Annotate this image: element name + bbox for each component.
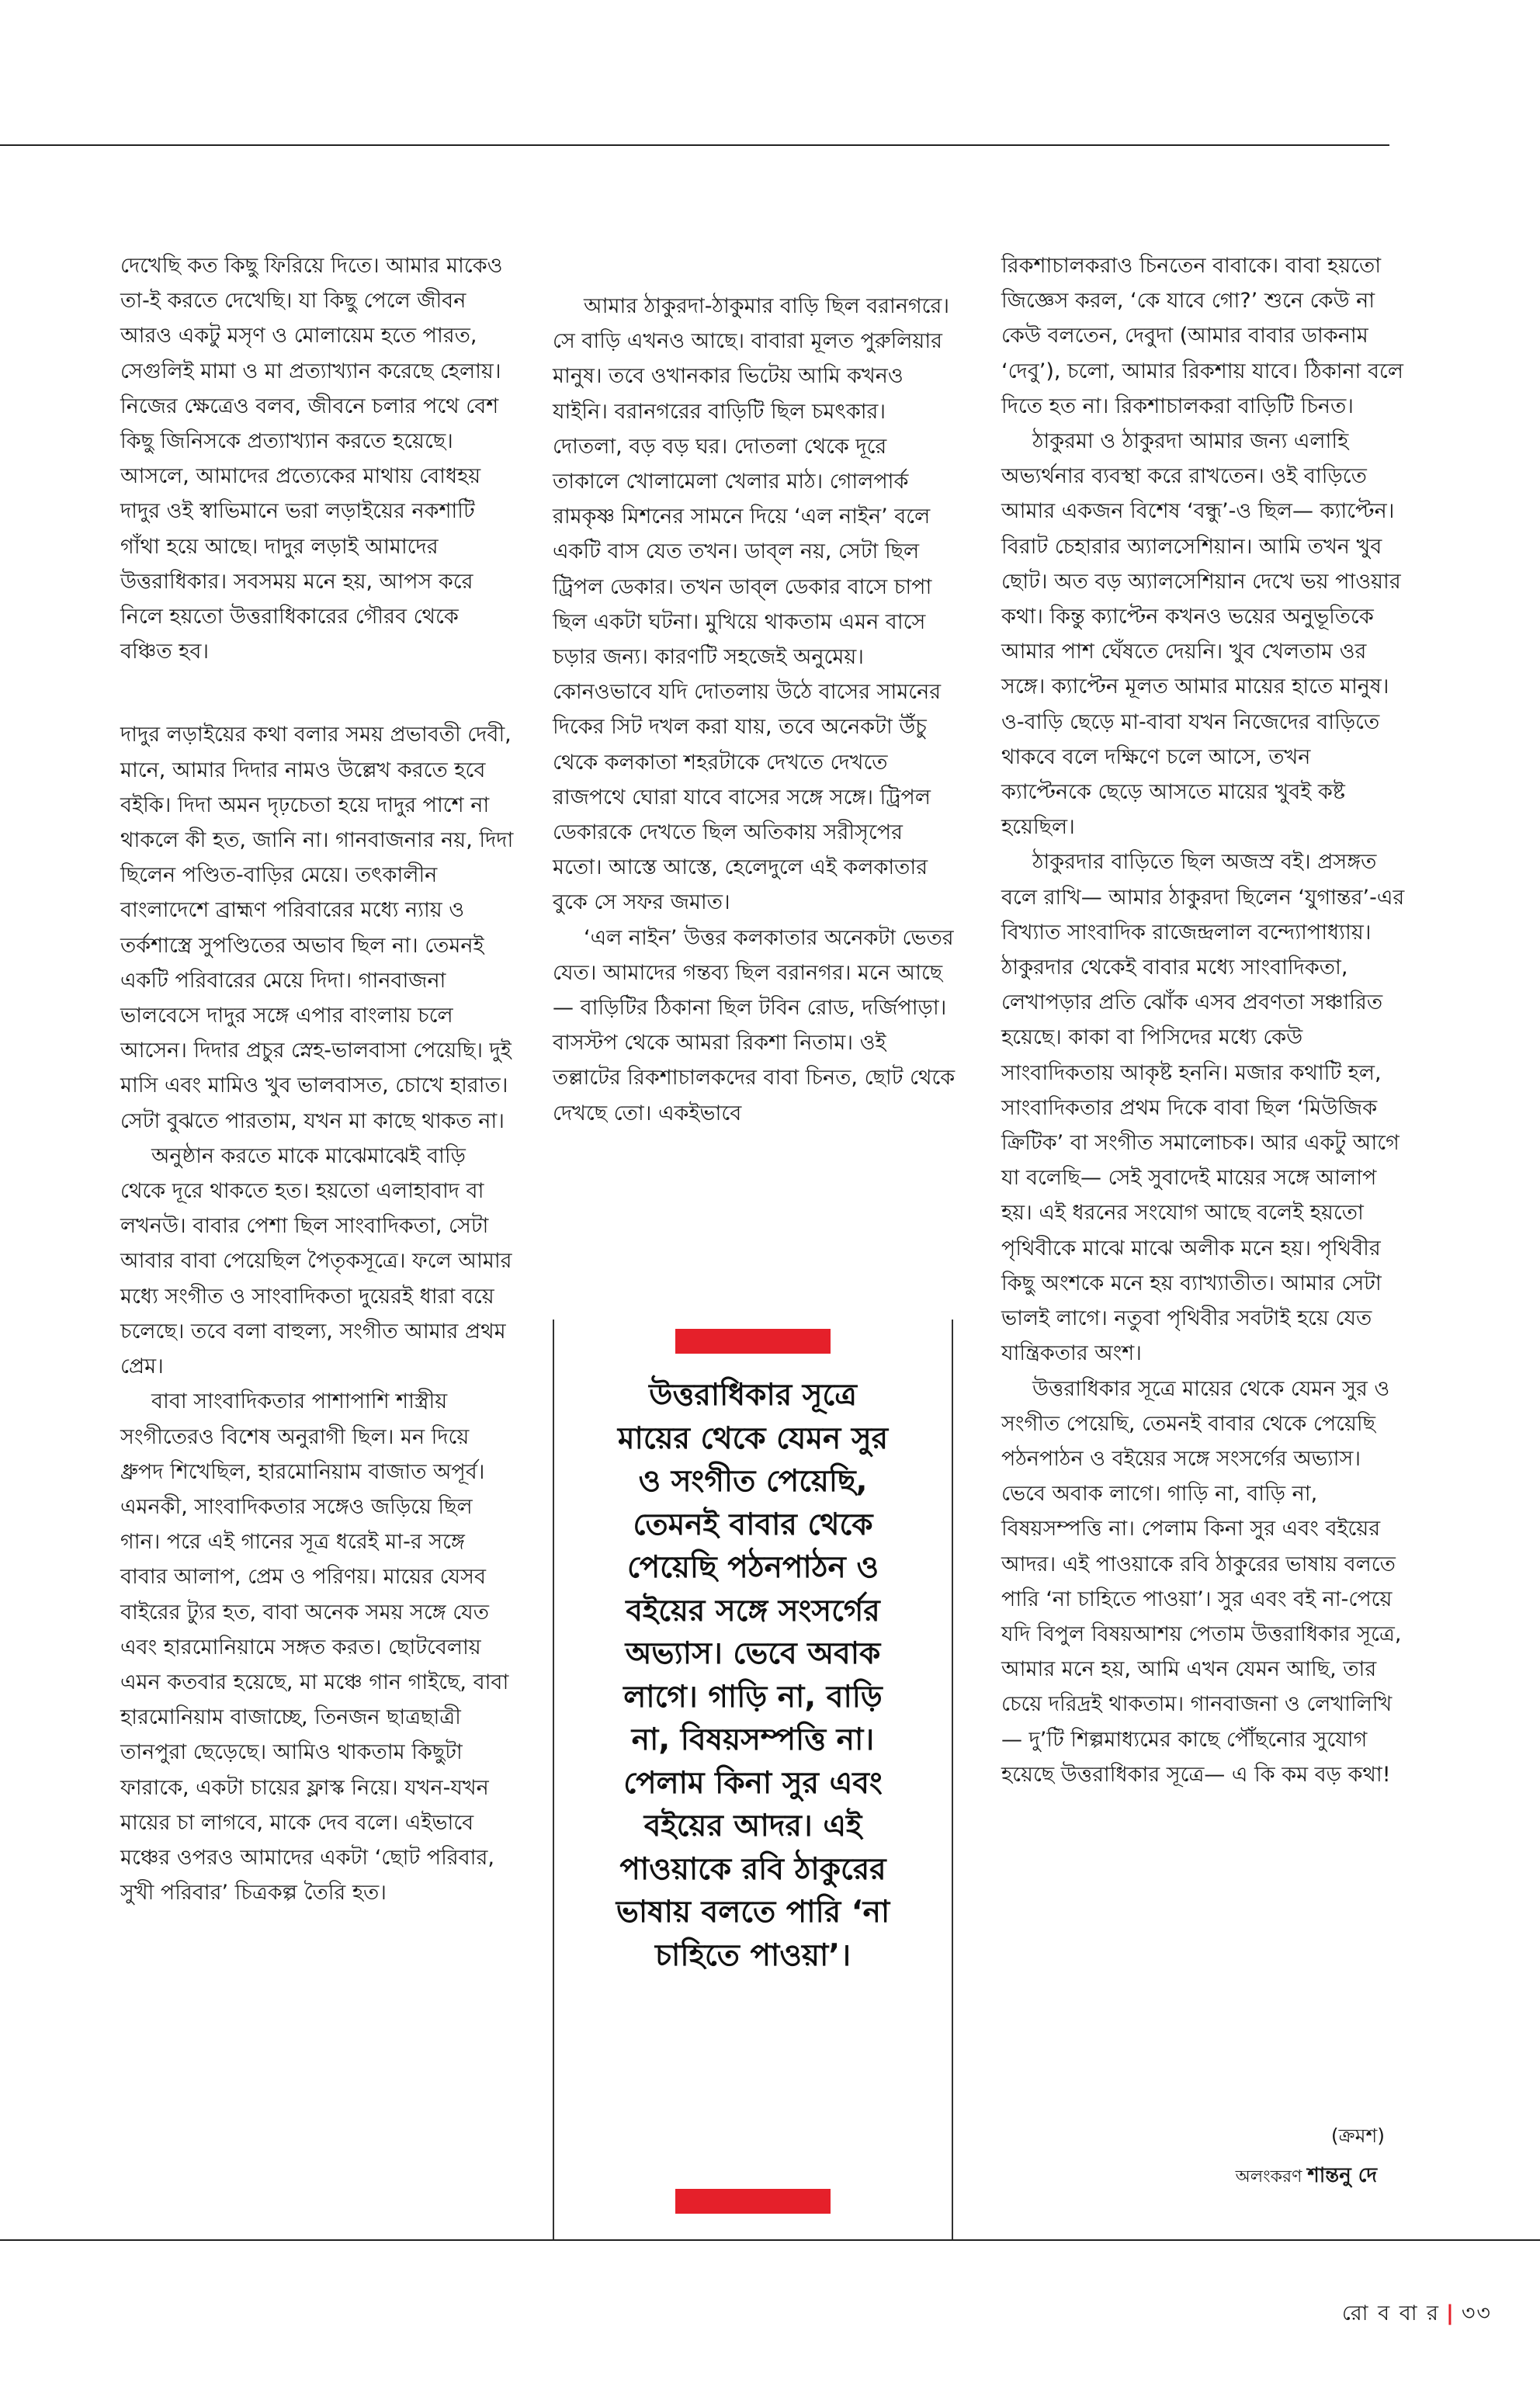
paragraph: উত্তরাধিকার সূত্রে মায়ের থেকে যেমন সুর ও সংগীত পেয়েছি, তেমনই বাবার থেকে পেয়েছি পঠনপাঠন ও বইয়ের সঙ্গে সংসর্গের অভ্যাস। ভেবে অবাক লাগে। গাড়ি না, বাড়ি না, বিষয়সম্পত্তি না। পেলাম কিনা সুর এবং বইয়ের আদর। এই পাওয়াকে রবি ঠাকুরের ভাষায় বলতে পারি ‘না চাহিতে পাওয়া’। সুর এবং বই না-পেয়ে যদি বিপুল বিষয়আশয় পেতাম উত্তরাধিকার সূত্রে, আমার মনে হয়, আমি এখন যেমন আছি, তার চেয়ে দরিদ্রই থাকতাম। গানবাজনা ও লেখালিখি— দু’টি শিল্পমাধ্যমের কাছে পৌঁছনোর সুযোগ হয়েছে উত্তরাধিকার সূত্রে— এ কি কম বড় কথা! xyxy=(1001,1376,1402,1787)
credit-name: শান্তনু দে xyxy=(1307,2164,1377,2187)
paragraph: ঠাকুরমা ও ঠাকুরদা আমার জন্য এলাহি অভ্যর্থনার ব্যবস্থা করে রাখতেন। ওই বাড়িতে আমার একজন বিশেষ ‘বন্ধু’-ও ছিল— ক্যাপ্টেন। বিরাট চেহারার অ্যালসেশিয়ান। আমি তখন খুব ছোট। অত বড় অ্যালসেশিয়ান দেখে ভয় পাওয়ার কথা। কিন্তু ক্যাপ্টেন কখনও ভয়ের অনুভূতিকে আমার পাশ ঘেঁষতে দেয়নি। খুব খেলতাম ওর সঙ্গে। ক্যাপ্টেন মূলত আমার মায়ের হাতে মানুষ। ও-বাড়ি ছেড়ে মা-বাবা যখন নিজেদের বাড়িতে থাকবে বলে দক্ষিণে চলে আসে, তখন ক্যাপ্টেনকে ছেড়ে আসতে মায়ের খুবই কষ্ট হয়েছিল। xyxy=(1001,429,1401,840)
paragraph: দেখেছি কত কিছু ফিরিয়ে দিতে। আমার মাকেও তা-ই করতে দেখেছি। যা কিছু পেলে জীবন আরও একটু মসৃণ ও মোলায়েম হতে পারত, সেগুলিই মামা ও মা প্রত্যাখ্যান করেছে হেলায়। নিজের ক্ষেত্রেও বলব, জীবনে চলার পথে বেশ কিছু জিনিসকে প্রত্যাখ্যান করতে হয়েছে। আসলে, আমাদের প্রত্যেকের মাথায় বোধহয় দাদুর ওই স্বাভিমানে ভরা লড়াইয়ের নকশাটি গাঁথা হয়ে আছে। দাদুর লড়াই আমাদের উত্তরাধিকার। সবসময় মনে হয়, আপস করে নিলে হয়তো উত্তরাধিকারের গৌরব থেকে বঞ্চিত হব। xyxy=(120,254,503,664)
page-number: ৩৩ xyxy=(1461,2301,1492,2325)
folio-separator: | xyxy=(1446,2301,1455,2325)
paragraph: ঠাকুরদার বাড়িতে ছিল অজস্র বই। প্রসঙ্গত বলে রাখি— আমার ঠাকুরদা ছিলেন ‘যুগান্তর’-এর বিখ্যাত সাংবাদিক রাজেন্দ্রলাল বন্দ্যোপাধ্যায়। ঠাকুরদার থেকেই বাবার মধ্যে সাংবাদিকতা, লেখাপড়ার প্রতি ঝোঁক এসব প্রবণতা সঞ্চারিত হয়েছে। কাকা বা পিসিদের মধ্যে কেউ সাংবাদিকতায় আকৃষ্ট হননি। মজার কথাটি হল, সাংবাদিকতার প্রথম দিকে বাবা ছিল ‘মিউজিক ক্রিটিক’ বা সংগীত সমালোচক। আর একটু আগে যা বলেছি— সেই সুবাদেই মায়ের সঙ্গে আলাপ হয়। এই ধরনের সংযোগ আছে বলেই হয়তো পৃথিবীকে মাঝে মাঝে অলীক মনে হয়। পৃথিবীর কিছু অংশকে মনে হয় ব্যাখ্যাতীত। আমার সেটা ভালই লাগে। নতুবা পৃথিবীর সবটাই হয়ে যেত যান্ত্রিকতার অংশ। xyxy=(1001,850,1405,1366)
credit-label: অলংকরণ xyxy=(1235,2167,1302,2187)
article-column-3 xyxy=(1001,248,1405,1792)
pullquote-right-rule xyxy=(952,1320,953,2239)
paragraph: ‘এল নাইন’ উত্তর কলকাতার অনেকটা ভেতর যেত। আমাদের গন্তব্য ছিল বরানগর। মনে আছে— বাড়িটির ঠিকানা ছিল টবিন রোড, দর্জিপাড়া। বাসস্টপ থেকে আমরা রিকশা নিতাম। ওই তল্লাটের রিকশাচালকদের বাবা চিনত, ছোট থেকে দেখছে তো। একইভাবে xyxy=(553,925,956,1125)
pullquote-bottom-bar xyxy=(675,2189,831,2214)
pullquote-top-bar xyxy=(675,1329,831,1354)
top-rule xyxy=(0,144,1389,146)
bottom-rule xyxy=(0,2239,1540,2241)
illustration-credit xyxy=(1236,2159,1377,2194)
paragraph: রিকশাচালকরাও চিনতেন বাবাকে। বাবা হয়তো জিজ্ঞেস করল, ‘কে যাবে গো?’ শুনে কেউ না কেউ বলতেন, দেবুদা (আমার বাবার ডাকনাম ‘দেবু’), চলো, আমার রিকশায় যাবে। ঠিকানা বলে দিতে হত না। রিকশাচালকরা বাড়িটি চিনত। xyxy=(1001,254,1403,418)
magazine-name: রো ব বা র xyxy=(1341,2301,1440,2325)
pullquote-left-rule xyxy=(553,1320,554,2239)
paragraph: দাদুর লড়াইয়ের কথা বলার সময় প্রভাবতী দেবী, মানে, আমার দিদার নামও উল্লেখ করতে হবে বইকি। দিদা অমন দৃঢ়চেতা হয়ে দাদুর পাশে না থাকলে কী হত, জানি না। গানবাজনার নয়, দিদা ছিলেন পণ্ডিত-বাড়ির মেয়ে। তৎকালীন বাংলাদেশে ব্রাহ্মণ পরিবারের মধ্যে ন্যায় ও তর্কশাস্ত্রে সুপণ্ডিতের অভাব ছিল না। তেমনই একটি পরিবারের মেয়ে দিদা। গানবাজনা ভালবেসে দাদুর সঙ্গে এপার বাংলায় চলে আসেন। দিদার প্রচুর স্নেহ-ভালবাসা পেয়েছি। দুই মাসি এবং মামিও খুব ভালবাসত, চোখে হারাত। সেটা বুঝতে পারতাম, যখন মা কাছে থাকত না। xyxy=(120,723,514,1133)
article-column-1 xyxy=(120,248,516,1910)
paragraph: বাবা সাংবাদিকতার পাশাপাশি শাস্ত্রীয় সংগীতেরও বিশেষ অনুরাগী ছিল। মন দিয়ে ধ্রুপদ শিখেছিল, হারমোনিয়াম বাজাত অপূর্ব। এমনকী, সাংবাদিকতার সঙ্গেও জড়িয়ে ছিল গান। পরে এই গানের সূত্র ধরেই মা-র সঙ্গে বাবার আলাপ, প্রেম ও পরিণয়। মায়ের যেসব বাইরের ট্যুর হত, বাবা অনেক সময় সঙ্গে যেত এবং হারমোনিয়ামে সঙ্গত করত। ছোটবেলায় এমন কতবার হয়েছে, মা মঞ্চে গান গাইছে, বাবা হারমোনিয়াম বাজাচ্ছে, তিনজন ছাত্রছাত্রী তানপুরা ছেড়েছে। আমিও থাকতাম কিছুটা ফারাকে, একটা চায়ের ফ্লাস্ক নিয়ে। যখন-যখন মায়ের চা লাগবে, মাকে দেব বলে। এইভাবে মঞ্চের ওপরও আমাদের একটা ‘ছোট পরিবার, সুখী পরিবার’ চিত্রকল্প তৈরি হত। xyxy=(120,1389,509,1906)
paragraph: আমার ঠাকুরদা-ঠাকুমার বাড়ি ছিল বরানগরে। সে বাড়ি এখনও আছে। বাবারা মূলত পুরুলিয়ার মানুষ। তবে ওখানকার ভিটেয় আমি কখনও যাইনি। বরানগরের বাড়িটি ছিল চমৎকার। দোতলা, বড় বড় ঘর। দোতলা থেকে দূরে তাকালে খোলামেলা খেলার মাঠ। গোলপার্ক রামকৃষ্ণ মিশনের সামনে দিয়ে ‘এল নাইন’ বলে একটি বাস যেত তখন। ডাব্‌ল নয়, সেটা ছিল ট্রিপল ডেকার। তখন ডাব্‌ল ডেকার বাসে চাপা ছিল একটা ঘটনা। মুখিয়ে থাকতাম এমন বাসে চড়ার জন্য। কারণটি সহজেই অনুমেয়। কোনওভাবে যদি দোতলায় উঠে বাসের সামনের দিকের সিট দখল করা যায়, তবে অনেকটা উঁচু থেকে কলকাতা শহরটাকে দেখতে দেখতে রাজপথে ঘোরা যাবে বাসের সঙ্গে সঙ্গে। ট্রিপল ডেকারকে দেখতে ছিল অতিকায় সরীসৃপের মতো। আস্তে আস্তে, হেলেদুলে এই কলকাতার বুকে সে সফর জমাত। xyxy=(553,294,950,915)
article-column-2 xyxy=(553,289,956,1131)
pull-quote: উত্তরাধিকার সূত্রে মায়ের থেকে যেমন সুর ও সংগীত পেয়েছি, তেমনই বাবার থেকে পেয়েছি পঠনপাঠন ও বইয়ের সঙ্গে সংসর্গের অভ্যাস। ভেবে অবাক লাগে। গাড়ি না, বাড়ি না, বিষয়সম্পত্তি না। পেলাম কিনা সুর এবং বইয়ের আদর। এই পাওয়াকে রবি ঠাকুরের ভাষায় বলতে পারি ‘না চাহিতে পাওয়া’। xyxy=(616,1378,890,1973)
continued-note: (ক্রমশ) xyxy=(1330,2124,1385,2147)
paragraph: অনুষ্ঠান করতে মাকে মাঝেমাঝেই বাড়ি থেকে দূরে থাকতে হত। হয়তো এলাহাবাদ বা লখনউ। বাবার পেশা ছিল সাংবাদিকতা, সেটা আবার বাবা পেয়েছিল পৈতৃকসূত্রে। ফলে আমার মধ্যে সংগীত ও সাংবাদিকতা দুয়েরই ধারা বয়ে চলেছে। তবে বলা বাহুল্য, সংগীত আমার প্রথম প্রেম। xyxy=(120,1143,512,1379)
page-folio xyxy=(1342,2298,1492,2332)
